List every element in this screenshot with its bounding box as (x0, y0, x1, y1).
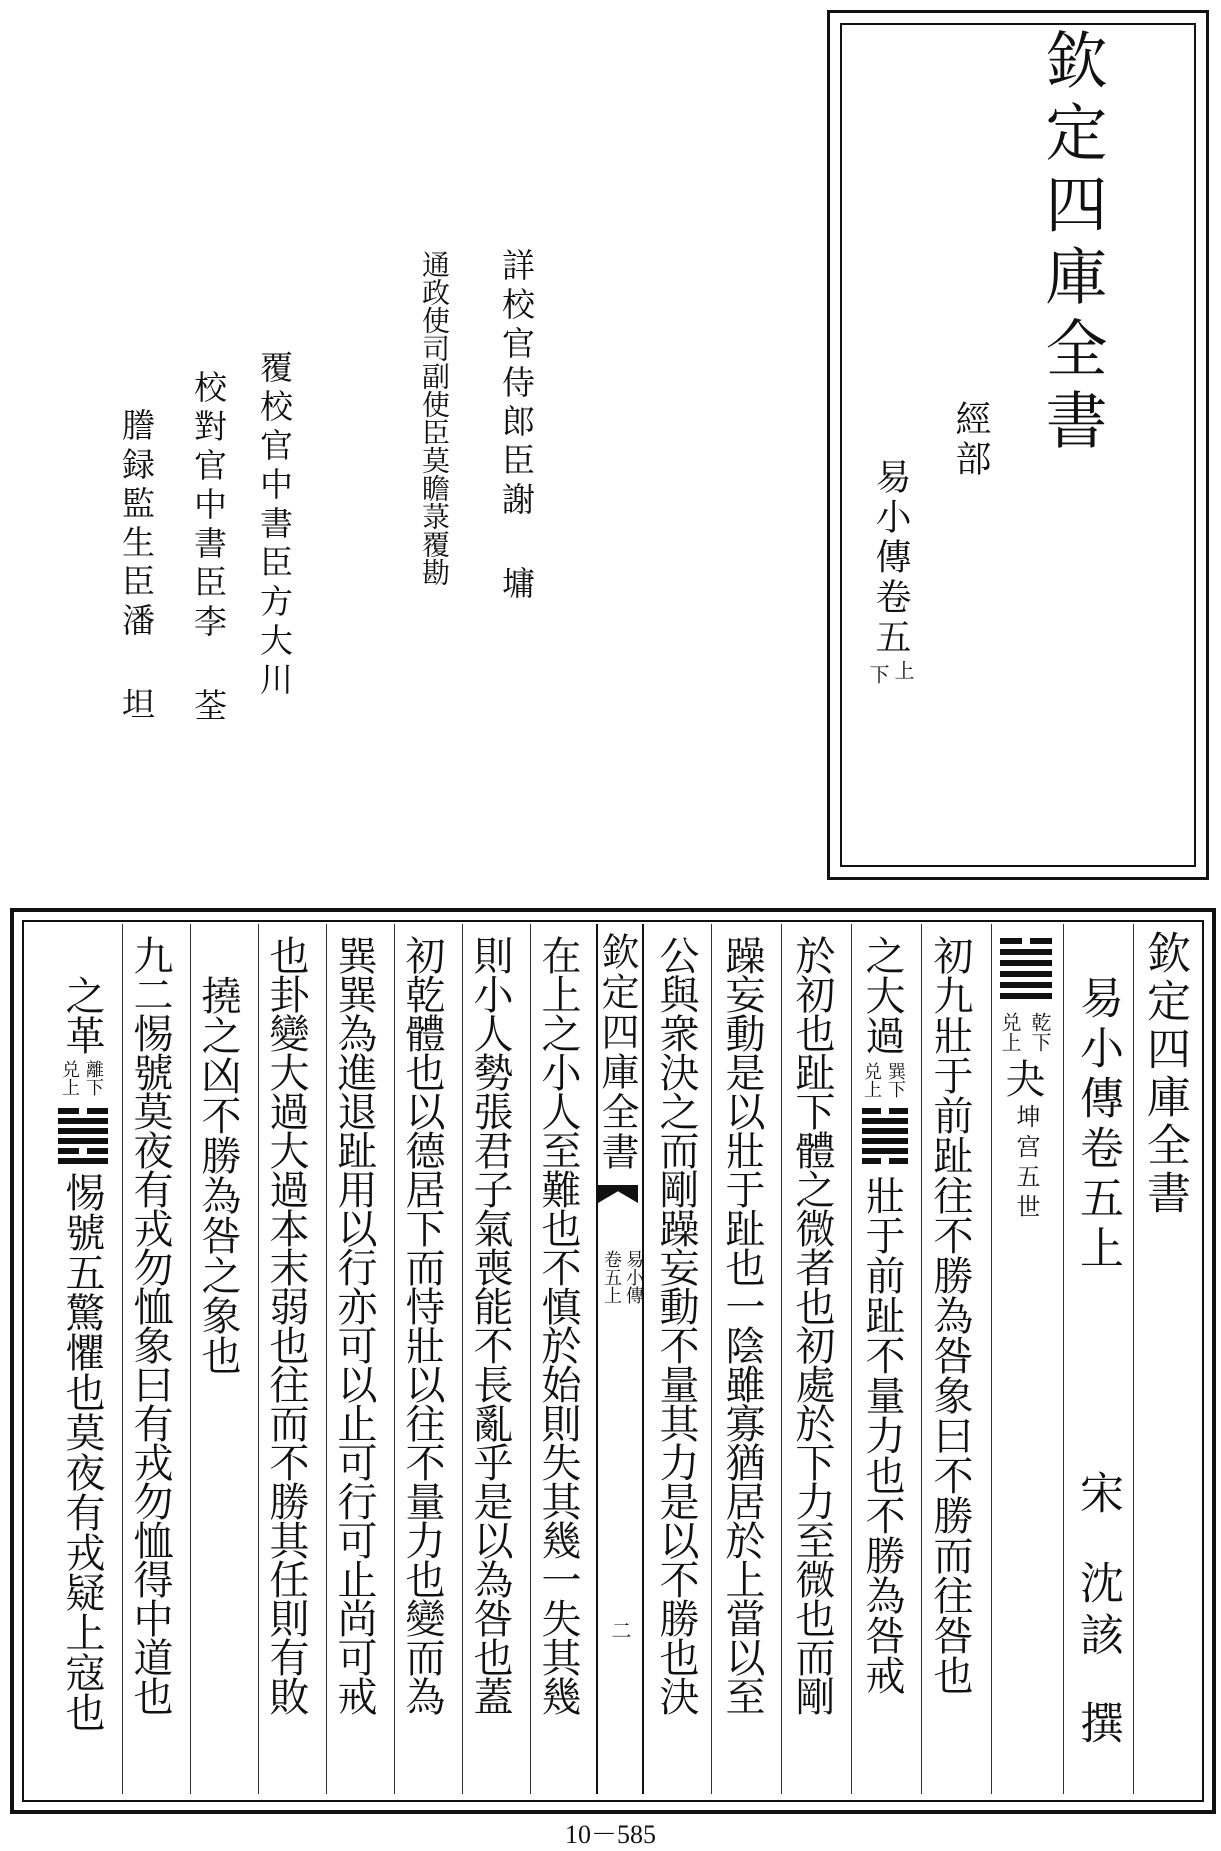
official-col-2: 通政使司副使臣莫瞻菉覆勘 (418, 250, 451, 586)
column-rule (711, 924, 712, 1794)
gutter-page: 二 (608, 1620, 632, 1640)
text-column: 初乾體也以德居下而恃壯以往不量力也變而為 (399, 935, 445, 1715)
text-column: 在上之小人至難也不慎於始則失其幾一失其幾 (535, 935, 581, 1715)
column-rule (394, 924, 395, 1794)
text-column: 公與衆決之而剛躁妄動不量其力是以不勝也決 (653, 935, 699, 1715)
text-column: 巽巽為進退趾用以行亦可以止可行可止尚可戒 (331, 935, 377, 1715)
hex-upper-label: 兑上 (998, 1012, 1022, 1052)
text-column: 撓之凶不勝為咎之象也 (195, 975, 241, 1375)
author-name: 沈該 (1072, 1560, 1123, 1664)
column-rule (530, 924, 531, 1794)
hex-lower-label: 乾下 (1028, 1012, 1052, 1052)
text-column: 於初也趾下體之微者也初處於下力至微也而剛 (789, 935, 835, 1715)
tri-lower-label: 離下 (83, 1060, 104, 1096)
official-col-5: 謄録監生臣潘 坦 (117, 408, 156, 726)
column-rule (781, 924, 782, 1794)
text-column: 壯于前趾不量力也不勝為咎戒 (859, 1175, 905, 1695)
text-column: 之革 (59, 975, 105, 1055)
official-col-1: 詳校官侍郎臣謝 墉 (497, 248, 536, 605)
book-volume-title: 易小傳卷五上 (1072, 975, 1123, 1275)
text-column: 惕號五驚懼也莫夜有戎疑上寇也 (59, 1172, 105, 1732)
page-header-title: 欽定四庫全書 (1139, 930, 1190, 1218)
slip-category: 經部 (950, 400, 991, 480)
text-column: 之大過 (859, 935, 905, 1055)
page-number: 10－585 (564, 1820, 656, 1849)
hexagram-kuai-icon (1000, 938, 1052, 999)
tri-upper-label: 兑上 (59, 1060, 80, 1096)
text-column: 則小人勢張君子氣喪能不長亂乎是以為咎也蓋 (467, 935, 513, 1715)
column-rule (122, 924, 123, 1794)
hexagram-daguo-icon (862, 1108, 908, 1164)
slip-vol-lower: 下 (866, 664, 890, 684)
gutter-book: 易小傳 (623, 1250, 644, 1304)
slip-book: 易小傳卷五 (870, 458, 911, 658)
column-rule (258, 924, 259, 1794)
gutter-volume: 卷五上 (601, 1250, 622, 1304)
column-rule (1133, 924, 1134, 1794)
column-rule (190, 924, 191, 1794)
column-rule (991, 924, 992, 1794)
column-rule (462, 924, 463, 1794)
tri-upper-label: 兑上 (861, 1062, 882, 1098)
text-column: 也卦變大過大過本末弱也往而不勝其任則有敗 (263, 935, 309, 1715)
official-col-3: 覆校官中書臣方大川 (255, 350, 294, 701)
text-column: 躁妄動是以壯于趾也一陰雖寡猶居於上當以至 (719, 935, 765, 1715)
text-column: 初九壯于前趾往不勝為咎象曰不勝而往咎也 (927, 935, 973, 1695)
column-rule (326, 924, 327, 1794)
column-rule (1063, 924, 1064, 1794)
hex-palace: 坤宫五世 (1012, 1104, 1040, 1224)
column-rule (851, 924, 852, 1794)
author-dynasty: 宋 (1072, 1470, 1123, 1514)
tri-lower-label: 巽下 (885, 1062, 906, 1098)
text-column: 九二惕號莫夜有戎勿恤象曰有戎勿恤得中道也 (127, 935, 173, 1715)
column-rule (921, 924, 922, 1794)
hex-name: 夬 (999, 1058, 1045, 1098)
title-slip (827, 10, 1209, 880)
slip-vol-upper: 上 (891, 660, 915, 680)
slip-title: 欽定四庫全書 (1035, 28, 1108, 460)
hexagram-ge-icon (58, 1108, 108, 1164)
gutter-title: 欽定四庫全書 (595, 932, 639, 1172)
official-col-4: 校對官中書臣李 荃 (189, 370, 228, 727)
author-action: 撰 (1072, 1700, 1123, 1744)
